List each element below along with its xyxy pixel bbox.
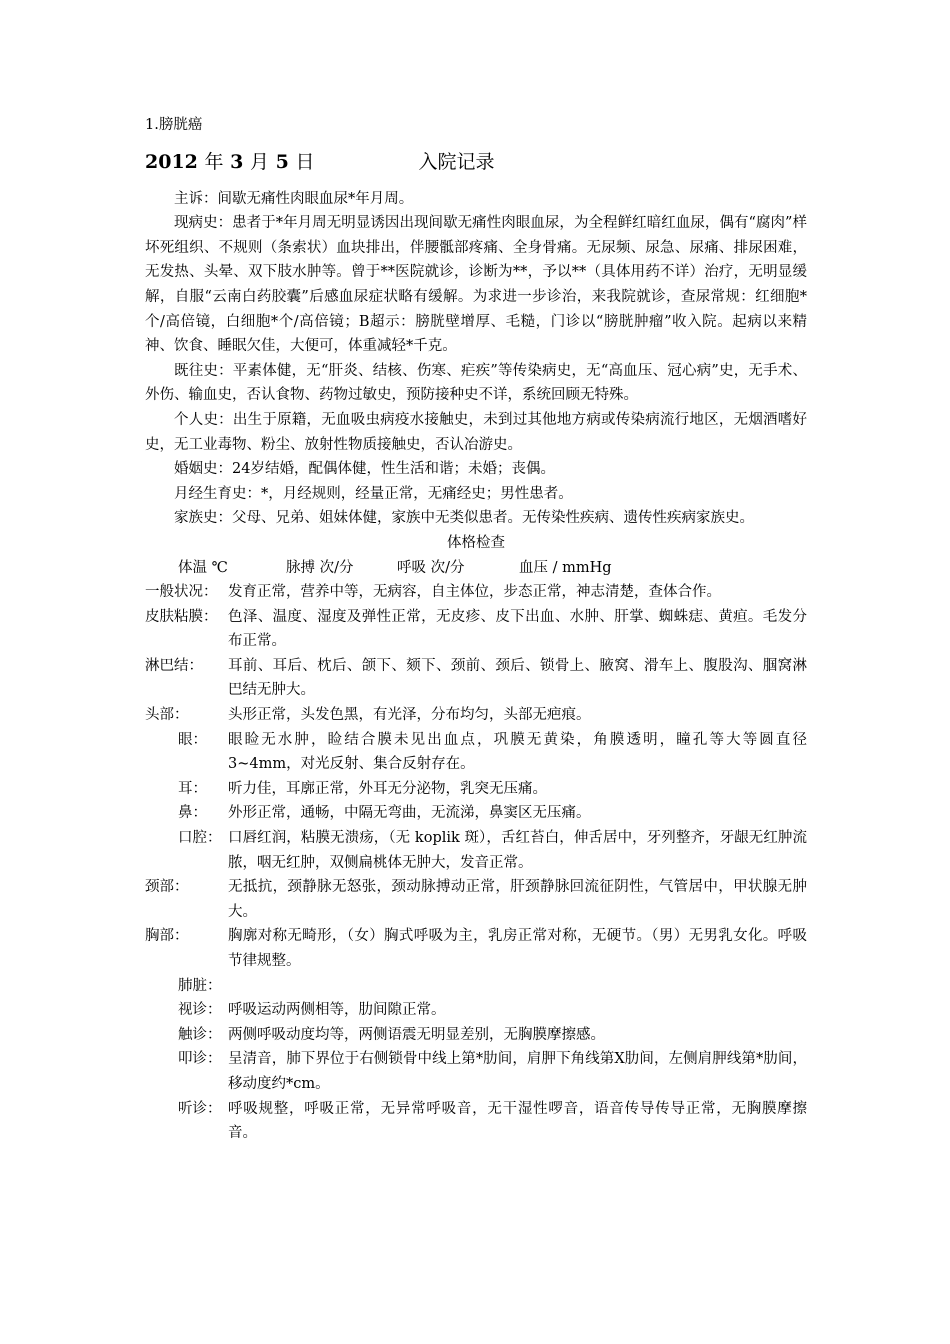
exam-general	[145, 580, 807, 605]
vital-signs	[145, 556, 807, 581]
history-section	[145, 187, 807, 1146]
exam-text: 口唇红润，粘膜无溃疡，（无 koplik 斑），舌红苔白，伸舌居中，牙列整齐，牙龈无红肿流脓，咽无红肿，双侧扁桃体无肿大，发音正常。	[228, 830, 807, 871]
exam-lungs	[145, 974, 807, 999]
exam-label: 头部：	[145, 707, 189, 724]
past-history: 既往史：平素体健，无“肝炎、结核、伤寒、疟疾”等传染病史，无“高血压、冠心病”史，无手术、外伤、输血史，否认食物、药物过敏史，预防接种史不详，系统回顾无特殊。	[145, 362, 807, 404]
date-month-unit: 月	[250, 150, 270, 173]
marital-history: 婚姻史：24岁结婚，配偶体健，性生活和谐；未婚；丧偶。	[174, 461, 555, 478]
exam-label: 耳：	[178, 780, 207, 797]
document-content	[145, 113, 807, 1146]
exam-label: 淋巴结：	[145, 657, 203, 674]
exam-title: 体格检查	[447, 534, 505, 551]
record-title: 入院记录	[418, 150, 495, 173]
exam-text: 头形正常，头发色黑，有光泽，分布均匀，头部无疤痕。	[228, 707, 591, 724]
exam-text: 听力佳，耳廓正常，外耳无分泌物，乳突无压痛。	[228, 780, 547, 797]
exam-label: 眼：	[178, 731, 207, 748]
exam-skin	[145, 605, 807, 654]
exam-label: 鼻：	[178, 805, 207, 822]
record-date	[145, 151, 315, 173]
exam-label: 触诊：	[178, 1026, 222, 1043]
vital-blood-pressure: 血压 / mmHg	[519, 559, 612, 576]
exam-text: 外形正常，通畅，中隔无弯曲，无流涕，鼻窦区无压痛。	[228, 805, 591, 822]
exam-text: 发育正常，营养中等，无病容，自主体位，步态正常，神志清楚，查体合作。	[228, 584, 721, 601]
present-illness: 现病史：患者于*年月周无明显诱因出现间歇无痛性肉眼血尿，为全程鲜红暗红血尿，偶有“腐肉”样坏死组织、不规则（条索状）血块排出，伴腰骶部疼痛、全身骨痛。无尿频、尿急、尿痛、排尿困难，无发热、头晕、双下肢水肿等。曾于**医院就诊，诊断为**，予以**（具体用药不详）治疗，无明显缓解，自服“云南白药胶囊”后感血尿症状略有缓解。为求进一步诊治，来我院就诊，查尿常规：红细胞*个/高倍镜，白细胞*个/高倍镜；B超示：膀胱壁增厚、毛糙，门诊以“膀胱肿瘤”收入院。起病以来精神、饮食、睡眠欠佳，大便可，体重减轻*千克。	[145, 215, 807, 355]
exam-label: 听诊：	[178, 1100, 222, 1117]
exam-ears	[145, 777, 807, 802]
vital-temperature: 体温 ℃	[178, 559, 228, 576]
record-header	[145, 146, 807, 178]
exam-lymph-nodes	[145, 654, 807, 703]
date-month: 3	[230, 150, 244, 173]
personal-history: 个人史：出生于原籍，无血吸虫病疫水接触史，未到过其他地方病或传染病流行地区，无烟酒嗜好史，无工业毒物、粉尘、放射性物质接触史，否认冶游史。	[145, 411, 807, 453]
exam-eyes	[145, 728, 807, 777]
exam-inspection	[145, 998, 807, 1023]
exam-palpation	[145, 1023, 807, 1048]
date-day: 5	[275, 150, 289, 173]
exam-text: 色泽、温度、湿度及弹性正常，无皮疹、皮下出血、水肿、肝掌、蜘蛛痣、黄疸。毛发分布正常。	[228, 608, 807, 650]
exam-label: 口腔：	[178, 830, 222, 847]
exam-auscultation	[145, 1097, 807, 1146]
exam-percussion	[145, 1047, 807, 1096]
exam-chest	[145, 924, 807, 973]
date-day-unit: 日	[295, 150, 315, 173]
family-history: 家族史：父母、兄弟、姐妹体健，家族中无类似患者。无传染性疾病、遗传性疾病家族史。	[174, 510, 754, 527]
date-year-unit: 年	[204, 150, 224, 173]
exam-text: 眼睑无水肿，睑结合膜未见出血点，巩膜无黄染，角膜透明，瞳孔等大等圆直径3~4mm，对光反射、集合反射存在。	[228, 731, 807, 773]
vital-pulse: 脉搏 次/分	[286, 559, 354, 576]
exam-neck	[145, 875, 807, 924]
exam-label: 一般状况：	[145, 584, 218, 601]
exam-text: 耳前、耳后、枕后、颌下、颏下、颈前、颈后、锁骨上、腋窝、滑车上、腹股沟、腘窝淋巴结无肿大。	[228, 657, 807, 699]
exam-label: 皮肤粘膜：	[145, 608, 218, 625]
exam-text	[228, 974, 807, 999]
exam-label: 肺脏：	[178, 977, 222, 994]
exam-label: 胸部：	[145, 928, 189, 945]
exam-label: 叩诊：	[178, 1051, 222, 1068]
exam-nose	[145, 801, 807, 826]
exam-text: 呼吸运动两侧相等，肋间隙正常。	[228, 1002, 446, 1019]
date-year: 2012	[145, 150, 198, 173]
menstrual-history: 月经生育史：*，月经规则，经量正常，无痛经史；男性患者。	[174, 485, 573, 502]
chief-complaint: 主诉：间歇无痛性肉眼血尿*年月周。	[174, 190, 414, 207]
exam-text: 呈清音，肺下界位于右侧锁骨中线上第*肋间，肩胛下角线第X肋间，左侧肩胛线第*肋间，移动度约*cm。	[228, 1051, 807, 1092]
exam-mouth	[145, 826, 807, 875]
section-label: 1.膀胱癌	[145, 117, 203, 133]
exam-label: 颈部：	[145, 879, 189, 896]
vital-respiration: 呼吸 次/分	[397, 559, 465, 576]
exam-text: 两侧呼吸动度均等，两侧语震无明显差别，无胸膜摩擦感。	[228, 1026, 605, 1043]
exam-text: 无抵抗，颈静脉无怒张，颈动脉搏动正常，肝颈静脉回流征阴性，气管居中，甲状腺无肿大。	[228, 879, 807, 920]
exam-head	[145, 703, 807, 728]
exam-label: 视诊：	[178, 1002, 222, 1019]
exam-text: 胸廓对称无畸形，（女）胸式呼吸为主，乳房正常对称，无硬节。（男）无男乳女化。呼吸节律规整。	[228, 928, 807, 969]
exam-text: 呼吸规整，呼吸正常，无异常呼吸音，无干湿性啰音，语音传导传导正常，无胸膜摩擦音。	[228, 1100, 807, 1142]
